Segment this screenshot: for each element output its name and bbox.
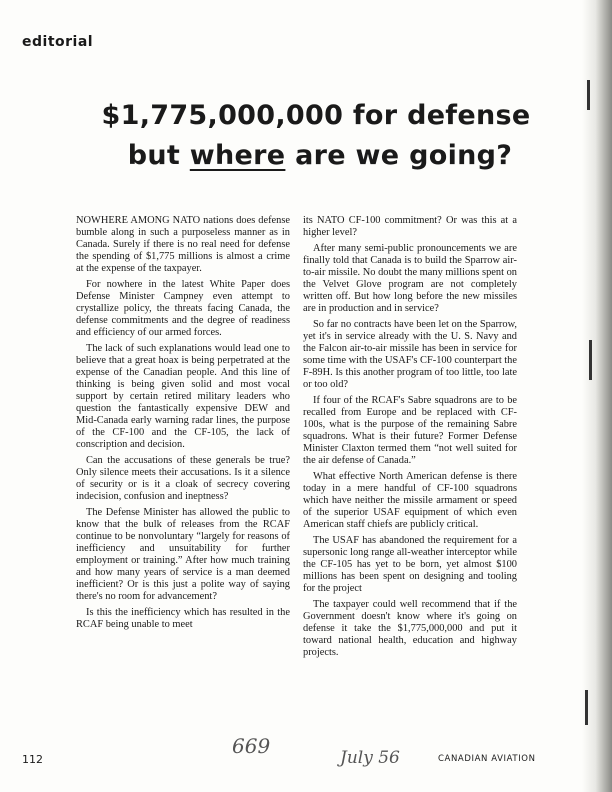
paragraph: If four of the RCAF's Sabre squadrons are to be recalled from Europe and be replaced with CF-100s, what is the purpose of the remaining Sabre squadrons. What is their future? Former Defense Minister Claxton termed them “not well suited for the air defense of Canada.”	[303, 395, 517, 466]
binding-mark	[585, 690, 588, 725]
paragraph: After many semi-public pronouncements we are finally told that Canada is to build the Sparrow air-to-air missile. No doubt the many millions spent on the Velvet Glove program are not completely written off. But how long before the new missiles are in production and in service?	[303, 243, 517, 314]
paragraph: Can the accusations of these generals be true? Only silence meets their accusations. Is it a silence of security or is it a cloak of secrecy covering indecision, confusion and ineptness?	[76, 455, 290, 502]
paragraph: The Defense Minister has allowed the public to know that the bulk of releases from the RCAF continue to be nonvoluntary “largely for reasons of inefficiency and unsuitability for further employment or training.” After how much training and how many years of service is a man deemed inefficient? Or is this just a polite way of saying there's no room for advancement?	[76, 507, 290, 602]
headline-line-1: $1,775,000,000 for defense	[101, 100, 531, 131]
binding-mark	[589, 340, 592, 380]
handwritten-date: July 56	[340, 748, 400, 768]
paragraph: For nowhere in the latest White Paper does Defense Minister Campney even attempt to crystallize policy, the threats facing Canada, the defense commitments and the degree of readiness and efficiency of our armed forces.	[76, 279, 290, 338]
binding-mark	[587, 80, 590, 110]
paragraph: NOWHERE AMONG NATO nations does defense bumble along in such a purposeless manner as in Canada. Surely if there is no real need for defense the spending of $1,775 millions is almost a crime at the expense of the taxpayer.	[76, 215, 290, 274]
headline-line-2	[14, 140, 612, 171]
paragraph: Is this the inefficiency which has resulted in the RCAF being unable to meet	[76, 607, 290, 630]
paragraph: What effective North American defense is there today in a mere handful of CF-100 squadrons which have neither the missile armament or speed of the superior USAF equipment of which even American staff chiefs are publicly critical.	[303, 471, 517, 530]
headline-text: but	[127, 140, 190, 171]
scan-edge-shadow	[582, 0, 612, 792]
paragraph: So far no contracts have been let on the Sparrow, yet it's in service already with the U. S. Navy and the Falcon air-to-air missile has been in service for some time with the USAF's CF-100 counterpart the F-89H. Is this another program of too little, too late or too old?	[303, 319, 517, 390]
publication-name: CANADIAN AVIATION	[438, 754, 536, 764]
headline-text: are we going?	[285, 140, 513, 171]
section-label: editorial	[22, 34, 94, 50]
headline-emphasis: where	[189, 140, 286, 171]
paragraph: The taxpayer could well recommend that if the Government doesn't know where it's going on defense it take the $1,775,000,000 and put it toward national health, education and highway projects.	[303, 599, 517, 658]
page-number: 112	[22, 753, 43, 766]
paragraph: its NATO CF-100 commitment? Or was this at a higher level?	[303, 215, 517, 238]
handwritten-number: 669	[232, 734, 271, 758]
article-column-2	[303, 215, 517, 663]
paragraph: The USAF has abandoned the requirement for a supersonic long range all-weather interceptor while the CF-105 has yet to be born, yet almost $100 millions has been spent on designing and tooling for the project	[303, 535, 517, 594]
paragraph: The lack of such explanations would lead one to believe that a great hoax is being perpetrated at the expense of the Canadian people. And this line of thinking is being given solid and most vocal support by certain retired military leaders who question the fantastically expensive DEW and Mid-Canada early warning radar lines, the purpose of the CF-100 and the CF-105, the lack of conscription and decision.	[76, 343, 290, 450]
article-column-1	[76, 215, 290, 635]
